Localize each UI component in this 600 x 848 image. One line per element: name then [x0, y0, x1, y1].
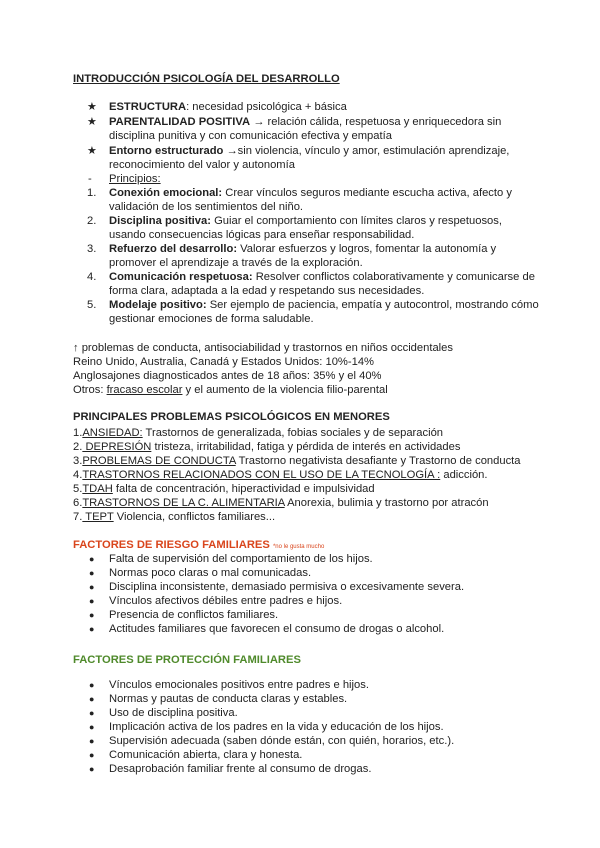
list-item: 2. DEPRESIÓN tristeza, irritabilidad, fatiga y pérdida de interés en actividades	[73, 441, 461, 453]
page-title: INTRODUCCIÓN PSICOLOGÍA DEL DESARROLLO	[73, 73, 340, 85]
bullet-icon: ●	[89, 736, 95, 746]
list-item: ● Falta de supervisión del comportamiento de los hijos.	[89, 553, 373, 565]
list-item: 2. Disciplina positiva: Guiar el comportamiento con límites claros y respetuosos, usando consecuencias lógicas para enseñar responsabilidad.	[87, 215, 502, 241]
key-concepts-list	[73, 100, 533, 173]
bullet-icon: ●	[89, 624, 95, 634]
bullet-icon: ●	[89, 596, 95, 606]
list-item: ● Actitudes familiares que favorecen el consumo de drogas o alcohol.	[89, 623, 445, 635]
bullet-icon: ●	[89, 582, 95, 592]
bullet-icon: ●	[89, 722, 95, 732]
protection-factors-title: FACTORES DE PROTECCIÓN FAMILIARES	[73, 654, 301, 666]
list-item: 1. Conexión emocional: Crear vínculos seguros mediante escucha activa, afecto y validación de los sentimientos del niño.	[87, 187, 512, 213]
bullet-icon: ●	[89, 764, 95, 774]
list-item: 3.PROBLEMAS DE CONDUCTA Trastorno negativista desafiante y Trastorno de conducta	[73, 455, 521, 467]
star-icon: ★	[87, 116, 97, 128]
list-item: ● Normas y pautas de conducta claras y estables.	[89, 693, 348, 705]
stats-line: Otros: fracaso escolar y el aumento de la violencia filio-parental	[73, 384, 388, 396]
stats-line: ↑ problemas de conducta, antisociabilidad y trastornos en niños occidentales	[73, 342, 453, 354]
list-item: ● Desaprobación familiar frente al consumo de drogas.	[89, 763, 372, 775]
star-icon: ★	[87, 101, 97, 113]
bullet-icon: ●	[89, 750, 95, 760]
principles-list	[73, 186, 541, 326]
protection-factors-list	[73, 678, 543, 776]
bullet-icon: ●	[89, 680, 95, 690]
stats-line: Reino Unido, Australia, Canadá y Estados Unidos: 10%-14%	[73, 356, 374, 368]
list-item: ● Comunicación abierta, clara y honesta.	[89, 749, 303, 761]
principles-label: Principios:	[109, 173, 161, 185]
bullet-icon: ●	[89, 610, 95, 620]
list-item: 4. Comunicación respetuosa: Resolver conflictos colaborativamente y comunicarse de forma clara, adaptada a la edad y respetando sus necesidades.	[87, 271, 535, 297]
list-item: ★ PARENTALIDAD POSITIVA → relación cálida, respetuosa y enriquecedora sin disciplina punitiva y con comunicación efectiva y empatía	[87, 116, 502, 142]
list-item: 7. TEPT Violencia, conflictos familiares...	[73, 511, 276, 523]
risk-factors-list	[73, 552, 543, 636]
list-item: ★ ESTRUCTURA: necesidad psicológica + básica	[87, 101, 347, 113]
dash-marker: -	[88, 173, 92, 185]
list-item: ● Presencia de conflictos familiares.	[89, 609, 279, 621]
bullet-icon: ●	[89, 694, 95, 704]
list-item: ● Uso de disciplina positiva.	[89, 707, 238, 719]
list-item: 6.TRASTORNOS DE LA C. ALIMENTARIA Anorexia, bulimia y trastorno por atracón	[73, 497, 489, 509]
bullet-icon: ●	[89, 708, 95, 718]
list-item: 1.ANSIEDAD: Trastornos de generalizada, fobias sociales y de separación	[73, 427, 444, 439]
problems-list	[73, 426, 553, 524]
star-icon: ★	[87, 145, 97, 157]
list-item: ★ Entorno estructurado →sin violencia, vínculo y amor, estimulación aprendizaje, reconocimiento del valor y autonomía	[87, 145, 510, 171]
list-item: ● Vínculos afectivos débiles entre padres e hijos.	[89, 595, 343, 607]
risk-note: *no le gusta mucho	[272, 544, 325, 550]
stats-line: Anglosajones diagnosticados antes de 18 años: 35% y el 40%	[73, 370, 382, 382]
school-failure-link: fracaso escolar	[106, 384, 183, 396]
list-item: ● Disciplina inconsistente, demasiado permisiva o excesivamente severa.	[89, 581, 465, 593]
bullet-icon: ●	[89, 568, 95, 578]
list-item: 3. Refuerzo del desarrollo: Valorar esfuerzos y logros, fomentar la autonomía y promover el aprendizaje a través de la exploración.	[87, 243, 497, 269]
list-item: 5. Modelaje positivo: Ser ejemplo de paciencia, empatía y autocontrol, mostrando cómo gestionar emociones de forma saludable.	[87, 299, 539, 325]
list-item: ● Supervisión adecuada (saben dónde están, con quién, horarios, etc.).	[89, 735, 455, 747]
list-item: ● Implicación activa de los padres en la vida y educación de los hijos.	[89, 721, 444, 733]
list-item: ● Normas poco claras o mal comunicadas.	[89, 567, 312, 579]
list-item: 5.TDAH falta de concentración, hiperactividad e impulsividad	[73, 483, 375, 495]
bullet-icon: ●	[89, 554, 95, 564]
problems-title: PRINCIPALES PROBLEMAS PSICOLÓGICOS EN MENORES	[73, 411, 390, 423]
risk-factors-title: FACTORES DE RIESGO FAMILIARES *no le gusta mucho	[73, 539, 325, 551]
list-item: ● Vínculos emocionales positivos entre padres e hijos.	[89, 679, 369, 691]
statistics-block	[73, 341, 543, 397]
list-item: 4.TRASTORNOS RELACIONADOS CON EL USO DE LA TECNOLOGÍA : adicción.	[73, 469, 488, 481]
